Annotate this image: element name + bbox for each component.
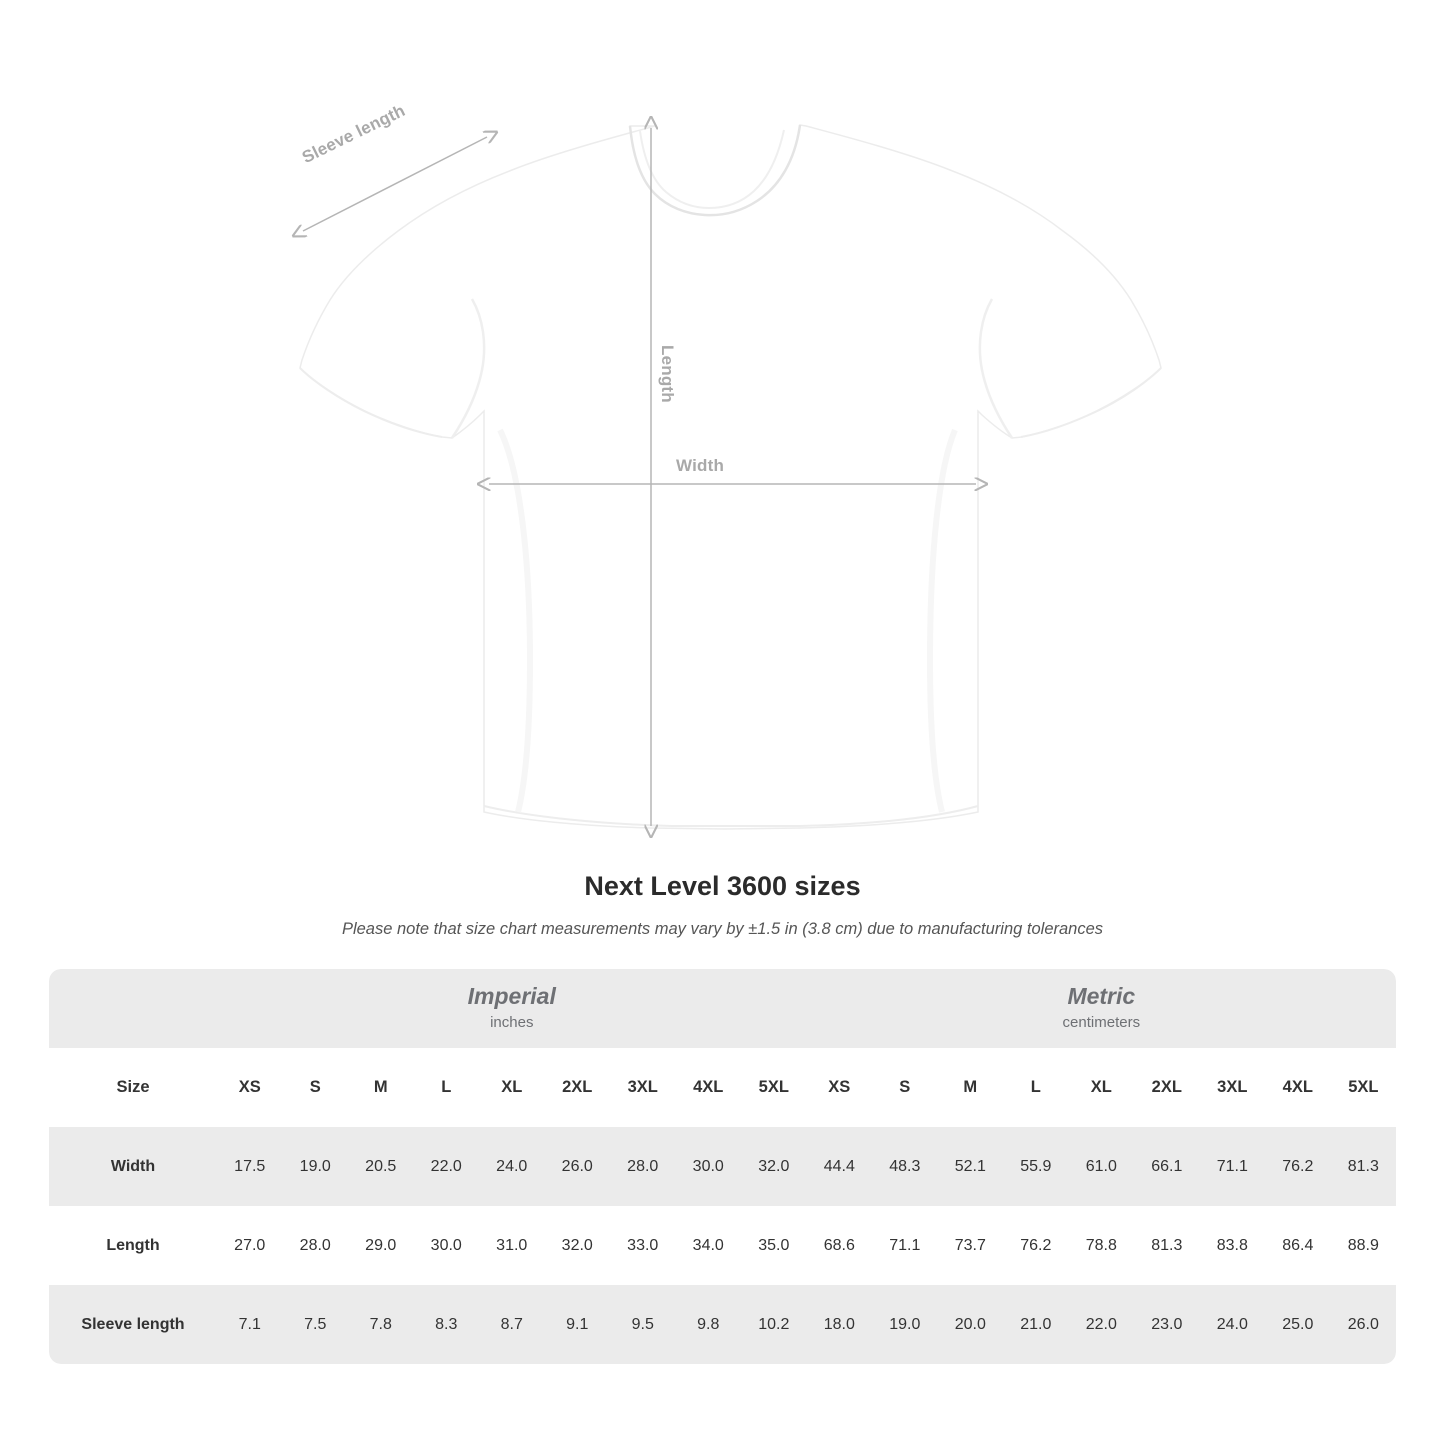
size-header-metric-5xl: 5XL: [1331, 1048, 1397, 1127]
row-label-length: Length: [49, 1206, 217, 1285]
cell-width-metric-1: 48.3: [872, 1127, 938, 1206]
cell-width-metric-0: 44.4: [807, 1127, 873, 1206]
cell-sleeve-imperial-3: 8.3: [414, 1285, 480, 1364]
cell-sleeve-imperial-5: 9.1: [545, 1285, 611, 1364]
cell-width-imperial-0: 17.5: [217, 1127, 283, 1206]
size-header-imperial-4xl: 4XL: [676, 1048, 742, 1127]
cell-length-imperial-0: 27.0: [217, 1206, 283, 1285]
cell-sleeve-imperial-0: 7.1: [217, 1285, 283, 1364]
unit-sub-metric: centimeters: [1062, 1013, 1141, 1031]
cell-length-metric-8: 88.9: [1331, 1206, 1397, 1285]
cell-sleeve-imperial-4: 8.7: [479, 1285, 545, 1364]
size-header-metric-l: L: [1003, 1048, 1069, 1127]
size-header-imperial-xl: XL: [479, 1048, 545, 1127]
size-table: [49, 969, 1396, 1364]
cell-length-metric-7: 86.4: [1265, 1206, 1331, 1285]
cell-length-imperial-6: 33.0: [610, 1206, 676, 1285]
unit-name-metric: Metric: [1067, 983, 1136, 1010]
cell-sleeve-imperial-7: 9.8: [676, 1285, 742, 1364]
cell-width-imperial-1: 19.0: [283, 1127, 349, 1206]
cell-length-metric-5: 81.3: [1134, 1206, 1200, 1285]
cell-width-imperial-3: 22.0: [414, 1127, 480, 1206]
size-header-imperial-m: M: [348, 1048, 414, 1127]
cell-length-metric-2: 73.7: [938, 1206, 1004, 1285]
title-block: [0, 871, 1445, 939]
cell-sleeve-imperial-2: 7.8: [348, 1285, 414, 1364]
size-header-label: Size: [49, 1048, 217, 1127]
sleeve-length-label: Sleeve length: [299, 100, 409, 168]
unit-header-metric: [807, 969, 1397, 1048]
size-header-metric-xl: XL: [1069, 1048, 1135, 1127]
size-header-imperial-l: L: [414, 1048, 480, 1127]
row-label-width: Width: [49, 1127, 217, 1206]
table-row-sleeve-length: [49, 1285, 1396, 1364]
size-header-imperial-5xl: 5XL: [741, 1048, 807, 1127]
cell-sleeve-metric-1: 19.0: [872, 1285, 938, 1364]
size-header-metric-xs: XS: [807, 1048, 873, 1127]
size-header-metric-s: S: [872, 1048, 938, 1127]
page-title: Next Level 3600 sizes: [584, 871, 861, 901]
table-row-length: [49, 1206, 1396, 1285]
cell-length-imperial-5: 32.0: [545, 1206, 611, 1285]
cell-length-imperial-4: 31.0: [479, 1206, 545, 1285]
cell-width-metric-7: 76.2: [1265, 1127, 1331, 1206]
tshirt-shape: [300, 125, 1161, 829]
size-header-metric-m: M: [938, 1048, 1004, 1127]
cell-width-metric-8: 81.3: [1331, 1127, 1397, 1206]
size-header-imperial-3xl: 3XL: [610, 1048, 676, 1127]
cell-length-metric-1: 71.1: [872, 1206, 938, 1285]
unit-header-row: [49, 969, 1396, 1048]
cell-sleeve-imperial-6: 9.5: [610, 1285, 676, 1364]
cell-length-imperial-2: 29.0: [348, 1206, 414, 1285]
row-label-sleeve-length: Sleeve length: [49, 1285, 217, 1364]
table-row-width: [49, 1127, 1396, 1206]
cell-sleeve-metric-8: 26.0: [1331, 1285, 1397, 1364]
cell-sleeve-imperial-8: 10.2: [741, 1285, 807, 1364]
unit-sub-imperial: inches: [490, 1013, 534, 1031]
cell-width-metric-2: 52.1: [938, 1127, 1004, 1206]
tolerance-note: Please note that size chart measurements may vary by ±1.5 in (3.8 cm) due to manufacturing tolerances: [341, 920, 1104, 938]
cell-sleeve-metric-0: 18.0: [807, 1285, 873, 1364]
cell-width-metric-3: 55.9: [1003, 1127, 1069, 1206]
unit-header-spacer: [49, 969, 217, 1048]
length-label: Length: [658, 345, 677, 403]
cell-length-imperial-1: 28.0: [283, 1206, 349, 1285]
cell-length-imperial-7: 34.0: [676, 1206, 742, 1285]
size-header-metric-2xl: 2XL: [1134, 1048, 1200, 1127]
unit-name-imperial: Imperial: [467, 983, 556, 1010]
size-header-metric-4xl: 4XL: [1265, 1048, 1331, 1127]
size-header-imperial-s: S: [283, 1048, 349, 1127]
cell-sleeve-metric-6: 24.0: [1200, 1285, 1266, 1364]
cell-length-imperial-8: 35.0: [741, 1206, 807, 1285]
cell-width-imperial-8: 32.0: [741, 1127, 807, 1206]
size-header-imperial-xs: XS: [217, 1048, 283, 1127]
cell-sleeve-imperial-1: 7.5: [283, 1285, 349, 1364]
cell-width-imperial-5: 26.0: [545, 1127, 611, 1206]
cell-length-imperial-3: 30.0: [414, 1206, 480, 1285]
cell-sleeve-metric-5: 23.0: [1134, 1285, 1200, 1364]
cell-width-imperial-7: 30.0: [676, 1127, 742, 1206]
cell-length-metric-0: 68.6: [807, 1206, 873, 1285]
size-header-metric-3xl: 3XL: [1200, 1048, 1266, 1127]
cell-width-imperial-2: 20.5: [348, 1127, 414, 1206]
cell-sleeve-metric-2: 20.0: [938, 1285, 1004, 1364]
cell-length-metric-4: 78.8: [1069, 1206, 1135, 1285]
cell-width-metric-6: 71.1: [1200, 1127, 1266, 1206]
cell-width-metric-4: 61.0: [1069, 1127, 1135, 1206]
size-header-row: [49, 1048, 1396, 1127]
size-table-wrap: [49, 969, 1396, 1364]
cell-width-imperial-4: 24.0: [479, 1127, 545, 1206]
cell-sleeve-metric-4: 22.0: [1069, 1285, 1135, 1364]
cell-length-metric-3: 76.2: [1003, 1206, 1069, 1285]
cell-width-metric-5: 66.1: [1134, 1127, 1200, 1206]
width-label: Width: [676, 456, 725, 475]
cell-sleeve-metric-3: 21.0: [1003, 1285, 1069, 1364]
cell-length-metric-6: 83.8: [1200, 1206, 1266, 1285]
cell-sleeve-metric-7: 25.0: [1265, 1285, 1331, 1364]
cell-width-imperial-6: 28.0: [610, 1127, 676, 1206]
size-header-imperial-2xl: 2XL: [545, 1048, 611, 1127]
unit-header-imperial: [217, 969, 807, 1048]
